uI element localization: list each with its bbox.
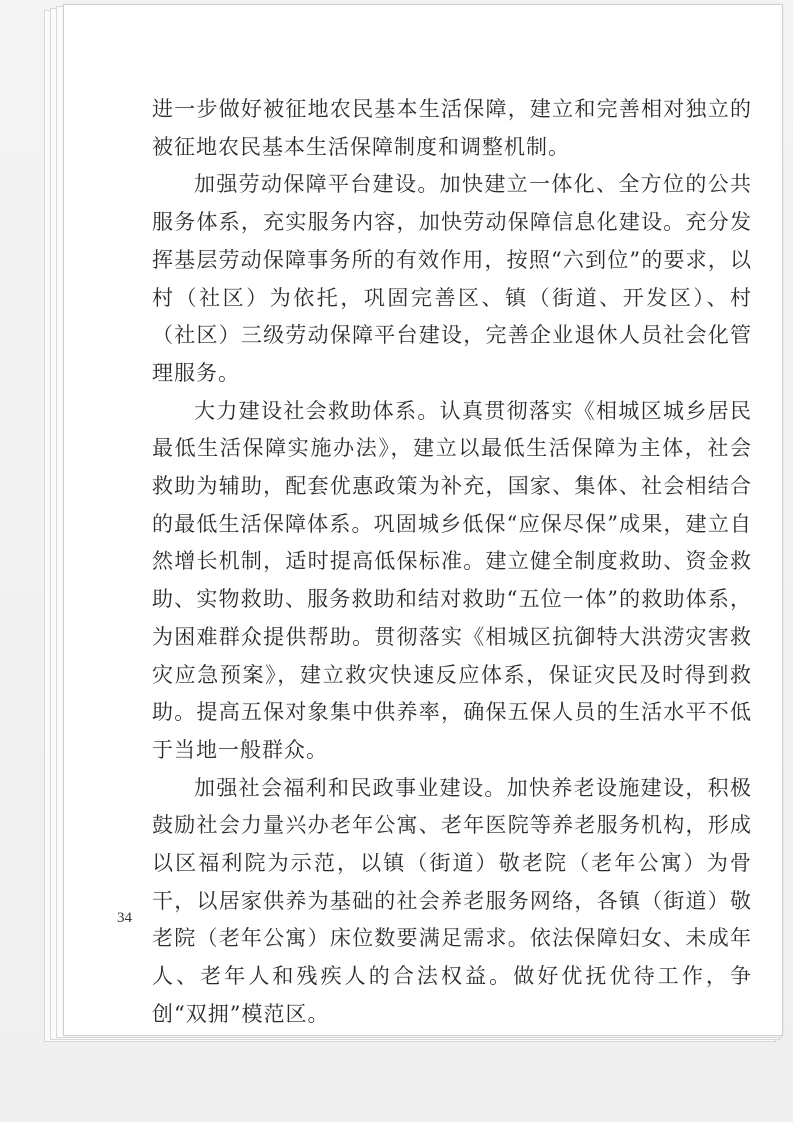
body-text <box>152 91 752 1034</box>
document-page <box>63 4 783 1036</box>
paragraph-continuation: 进一步做好被征地农民基本生活保障，建立和完善相对独立的被征地农民基本生活保障制度和调整机制。 <box>152 97 752 159</box>
paragraph-labor-platform: 加强劳动保障平台建设。加快建立一体化、全方位的公共服务体系，充实服务内容，加快劳动保障信息化建设。充分发挥基层劳动保障事务所的有效作用，按照“六到位”的要求，以村（社区）为依托，巩固完善区、镇（街道、开发区）、村（社区）三级劳动保障平台建设，完善企业退休人员社会化管理服务。 <box>152 172 752 385</box>
page-number: 34 <box>117 910 132 926</box>
paragraph-social-assistance: 大力建设社会救助体系。认真贯彻落实《相城区城乡居民最低生活保障实施办法》，建立以最低生活保障为主体，社会救助为辅助，配套优惠政策为补充，国家、集体、社会相结合的最低生活保障体系。巩固城乡低保“应保尽保”成果，建立自然增长机制，适时提高低保标准。建立健全制度救助、资金救助、实物救助、服务救助和结对救助“五位一体”的救助体系，为困难群众提供帮助。贯彻落实《相城区抗御特大洪涝灾害救灾应急预案》，建立救灾快速反应体系，保证灾民及时得到救助。提高五保对象集中供养率，确保五保人员的生活水平不低于当地一般群众。 <box>152 398 752 762</box>
paragraph-welfare: 加强社会福利和民政事业建设。加快养老设施建设，积极鼓励社会力量兴办老年公寓、老年医院等养老服务机构，形成以区福利院为示范，以镇（街道）敬老院（老年公寓）为骨干，以居家供养为基础的社会养老服务网络，各镇（街道）敬老院（老年公寓）床位数要满足需求。依法保障妇女、未成年人、老年人和残疾人的合法权益。做好优抚优待工作，争创“双拥”模范区。 <box>152 775 752 1026</box>
